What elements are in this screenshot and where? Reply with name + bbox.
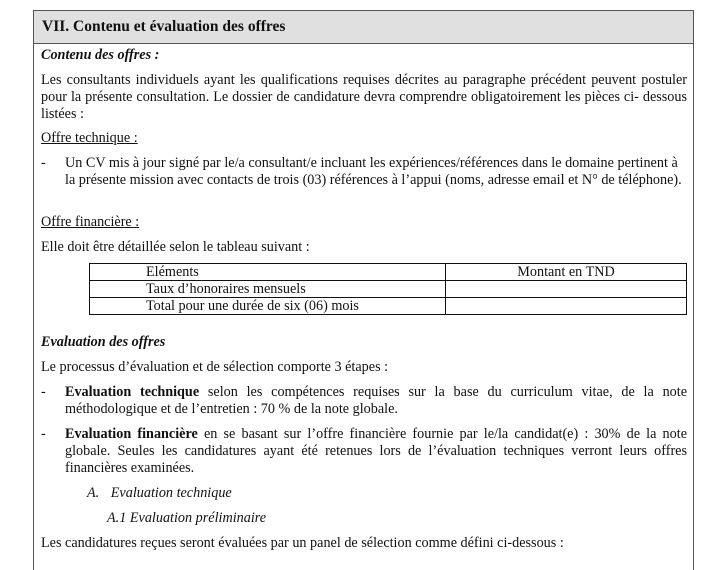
evaluation-heading: Evaluation des offres [41, 334, 166, 350]
offre-technique-item [41, 155, 687, 189]
offre-financiere-text: Elle doit être détaillée selon le tableau suivant : [41, 239, 310, 255]
criterion-item [41, 384, 687, 418]
table-cell [446, 281, 687, 298]
table-row [90, 281, 687, 298]
table-cell [446, 298, 687, 315]
subsection-a-title: Evaluation technique [110, 485, 232, 501]
offre-financiere-label: Offre financière : [41, 214, 140, 230]
bullet-dash: - [41, 384, 46, 400]
offre-technique-text: Un CV mis à jour signé par le/a consultant/e incluant les expériences/références dans le domaine pertinent à la présente mission avec contacts de trois (03) références à l’appui (noms, adresse email et N° de téléphone). [65, 155, 682, 188]
criterion-name: Evaluation financière [65, 426, 198, 442]
offre-technique-label: Offre technique : [41, 130, 138, 146]
bullet-dash: - [41, 426, 46, 442]
section-header [34, 11, 693, 44]
criterion-name: Evaluation technique [65, 384, 200, 400]
financial-table [89, 263, 687, 315]
subsection-a-marker: A. [87, 485, 100, 501]
evaluation-intro: Le processus d’évaluation et de sélection comporte 3 étapes : [41, 359, 389, 375]
criterion-text: en se basant sur l’offre financière fournie par le/la candidat(e) : 30% de la note globale. Seules les candidatures ayant été retenues lors de l’évaluation techniques verront leurs offres financières examinées. [65, 426, 687, 476]
table-cell: Taux d’honoraires mensuels [90, 281, 446, 298]
criterion-item [41, 426, 687, 477]
table-cell: Total pour une durée de six (06) mois [90, 298, 446, 315]
closing-text: Les candidatures reçues seront évaluées par un panel de sélection comme défini ci-dessous : [41, 535, 564, 551]
subsection-a1: A.1 Evaluation préliminaire [107, 510, 267, 526]
criterion-text: selon les compétences requises sur la base du curriculum vitae, de la note méthodologique et de l’entretien : 70 % de la note globale. [65, 384, 687, 417]
table-header-row [90, 264, 687, 281]
bullet-dash: - [41, 155, 46, 171]
table-header: Eléments [90, 264, 446, 281]
section-title: VII. Contenu et évaluation des offres [42, 18, 286, 35]
table-row [90, 298, 687, 315]
contenu-heading: Contenu des offres : [41, 47, 160, 63]
intro-paragraph: Les consultants individuels ayant les qualifications requises décrites au paragraphe précédent peuvent postuler pour la présente consultation. Le dossier de candidature devra comprendre obligatoirement les pièces ci- dessous listées : [41, 72, 687, 122]
table-header: Montant en TND [446, 264, 687, 281]
subsection-a [87, 485, 587, 502]
